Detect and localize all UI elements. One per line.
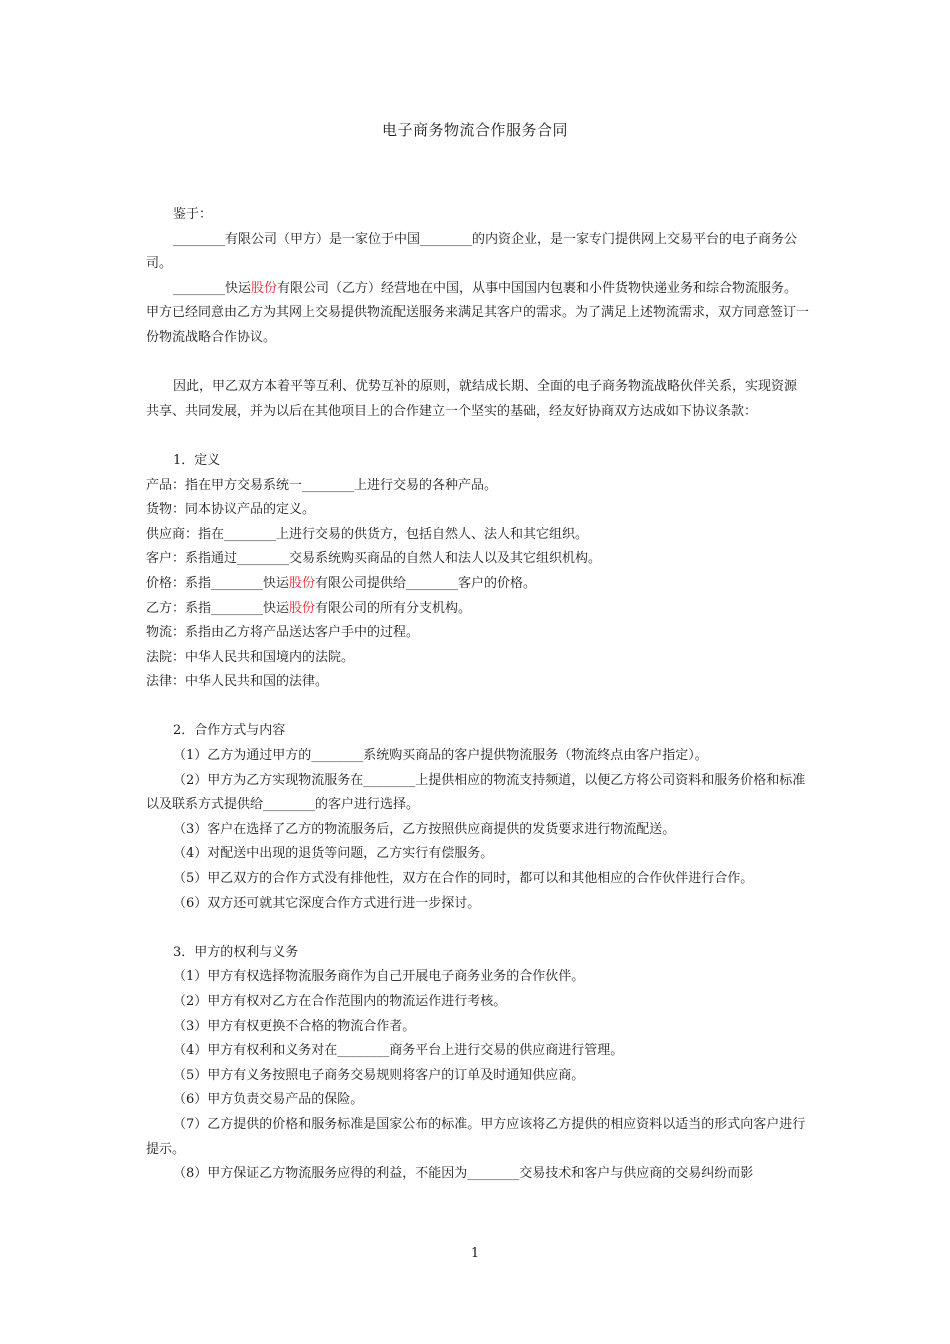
document-title: 电子商务物流合作服务合同 — [381, 121, 568, 139]
document-body — [146, 203, 809, 1187]
section-1-heading: 1．定义 — [173, 452, 221, 468]
definition-customer: 客户：系指通过________交易系统购买商品的自然人和法人以及其它组织机构。 — [146, 551, 602, 567]
preamble-paragraph-2 — [146, 277, 809, 351]
section-2-item: （4）对配送中出现的退货等问题，乙方实行有偿服务。 — [173, 846, 494, 862]
definition-party-b — [146, 597, 809, 622]
section-3-item: （5）甲方有义务按照电子商务交易规则将客户的订单及时通知供应商。 — [173, 1067, 585, 1083]
definition-party-b-text: 乙方：系指________快运 — [146, 600, 290, 616]
definition-logistics: 物流：系指由乙方将产品送达客户手中的过程。 — [146, 625, 420, 641]
definition-price-text: 价格：系指________快运 — [146, 575, 290, 591]
preamble-paragraph-3: 因此，甲乙双方本着平等互利、优势互补的原则，就结成长期、全面的电子商务物流战略伙伴关系，实现资源共享、共同发展，并为以后在其他项目上的合作建立一个坚实的基础，经友好协商双方达成如下协议条款： — [146, 379, 798, 419]
section-2-item: （6）双方还可就其它深度合作方式进行进一步探讨。 — [173, 895, 481, 911]
definition-court: 法院：中华人民共和国境内的法院。 — [146, 649, 355, 665]
definition-product: 产品：指在甲方交易系统一________上进行交易的各种产品。 — [146, 477, 498, 493]
definition-goods: 货物：同本协议产品的定义。 — [146, 502, 316, 518]
section-3-item: （8）甲方保证乙方物流服务应得的利益，不能因为________交易技术和客户与供应商的交易纠纷而影 — [173, 1166, 754, 1182]
section-3-item: （1）甲方有权选择物流服务商作为自己开展电子商务业务的合作伙伴。 — [173, 969, 585, 985]
section-2-item: （1）乙方为通过甲方的________系统购买商品的客户提供物流服务（物流终点由客户指定）。 — [173, 748, 708, 764]
section-3-item: （3）甲方有权更换不合格的物流合作者。 — [173, 1018, 416, 1034]
definition-price-text: 有限公司提供给________客户的价格。 — [315, 575, 537, 591]
definition-party-b-text: 有限公司的所有分支机构。 — [315, 600, 472, 616]
section-3-item: （7）乙方提供的价格和服务标准是国家公布的标准。甲方应该将乙方提供的相应资料以适当的形式向客户进行提示。 — [146, 1116, 806, 1157]
highlight-text: 股份 — [289, 600, 316, 616]
definition-law: 法律：中华人民共和国的法律。 — [146, 674, 329, 690]
preamble-p2-text: ________快运 — [173, 280, 252, 296]
section-3-item: （6）甲方负责交易产品的保险。 — [173, 1092, 364, 1108]
definition-supplier: 供应商：指在________上进行交易的供货方，包括自然人、法人和其它组织。 — [146, 526, 589, 542]
highlight-text: 股份 — [289, 575, 316, 591]
preamble-p2-text: 有限公司（乙方）经营地在中国，从事中国国内包裹和小件货物快递业务和综合物流服务。甲方已经同意由乙方为其网上交易提供物流配送服务来满足其客户的需求。为了满足上述物流需求，双方同意签订一份物流战略合作协议。 — [146, 280, 810, 345]
section-3-item: （2）甲方有权对乙方在合作范围内的物流运作进行考核。 — [173, 994, 507, 1009]
definition-price — [146, 572, 809, 597]
preamble-intro: 鉴于： — [173, 207, 213, 222]
page-number: 1 — [470, 1246, 480, 1261]
section-2-item: （2）甲方为乙方实现物流服务在________上提供相应的物流支持频道，以便乙方将公司资料和服务价格和标准以及联系方式提供给________的客户进行选择。 — [146, 772, 806, 813]
section-2-item: （5）甲乙双方的合作方式没有排他性，双方在合作的同时，都可以和其他相应的合作伙伴进行合作。 — [173, 871, 754, 887]
section-3-heading: 3．甲方的权利与义务 — [173, 944, 299, 960]
highlight-text: 股份 — [251, 280, 278, 296]
preamble-paragraph-1: ________有限公司（甲方）是一家位于中国________的内资企业，是一家专门提供网上交易平台的电子商务公司。 — [146, 231, 798, 272]
section-2-heading: 2．合作方式与内容 — [173, 723, 286, 739]
section-2-item: （3）客户在选择了乙方的物流服务后，乙方按照供应商提供的发货要求进行物流配送。 — [173, 821, 676, 837]
section-3-item: （4）甲方有权利和义务对在________商务平台上进行交易的供应商进行管理。 — [173, 1043, 624, 1059]
